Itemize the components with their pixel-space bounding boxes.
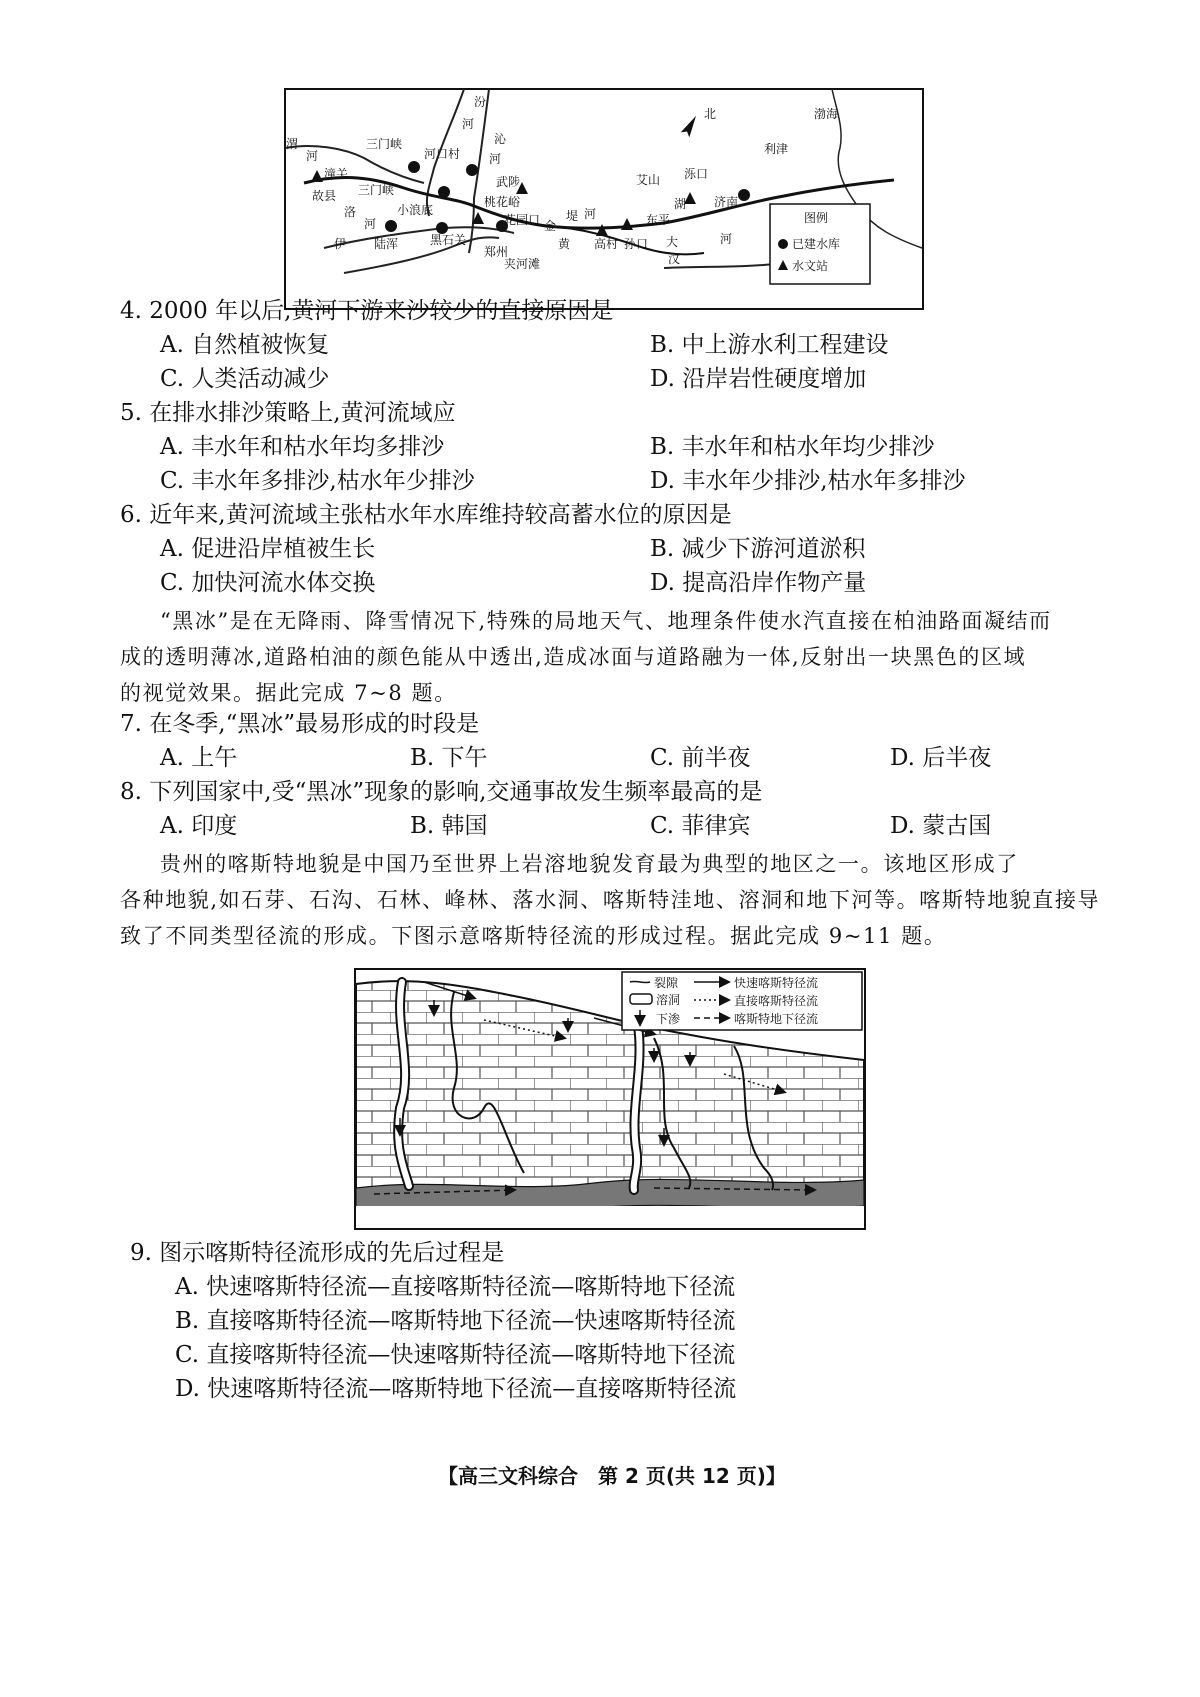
map-label: 河 — [720, 232, 733, 246]
map-label: 渭 — [286, 137, 299, 151]
option: D. 快速喀斯特径流—喀斯特地下径流—直接喀斯特径流 — [175, 1376, 737, 1402]
option: C. 人类活动减少 — [160, 366, 330, 392]
map-label: 利津 — [764, 142, 789, 156]
map-legend — [770, 204, 870, 284]
map-label: 三门峡 — [366, 137, 403, 151]
map-label: 洛 — [344, 205, 357, 219]
option: D. 沿岸岩性硬度增加 — [650, 366, 867, 392]
option: A. 自然植被恢复 — [160, 332, 330, 358]
map-label: 夹河滩 — [504, 257, 541, 271]
legend-title: 图例 — [804, 211, 829, 225]
map-label: 河 — [489, 152, 502, 166]
map-label: 花园口 — [504, 213, 541, 227]
page-footer: 【高三文科综合 第 2 页(共 12 页)】 — [438, 1464, 786, 1488]
map-label: 桃花峪 — [484, 195, 521, 209]
legend-fast: 快速喀斯特径流 — [734, 976, 819, 990]
question-stem: 9. 图示喀斯特径流形成的先后过程是 — [130, 1240, 505, 1266]
map-label: 济南 — [714, 195, 739, 209]
reservoir-xiaolangdi-icon — [438, 186, 450, 198]
option: B. 中上游水利工程建设 — [650, 332, 889, 358]
option: B. 韩国 — [410, 813, 488, 839]
map-label: 潼关 — [324, 167, 349, 181]
karst-runoff-diagram — [354, 968, 866, 1230]
legend-cave: 溶洞 — [656, 993, 681, 1007]
map-label: 汾 — [474, 95, 487, 109]
passage-line: 致了不同类型径流的形成。下图示意喀斯特径流的形成过程。据此完成 9~11 题。 — [120, 924, 947, 948]
map-label: 堤 — [566, 209, 579, 223]
map-label: 大 — [666, 235, 679, 249]
cave-legend-icon — [630, 994, 652, 1004]
passage-line: “黑冰”是在无降雨、降雪情况下,特殊的局地天气、地理条件使水汽直接在柏油路面凝结而 — [160, 609, 1052, 633]
passage-line: 各种地貌,如石芽、石沟、石林、峰林、落水洞、喀斯特洼地、溶洞和地下河等。喀斯特地貌直接导 — [120, 888, 1101, 912]
passage-line: 成的透明薄冰,道路柏油的颜色能从中透出,造成冰面与道路融为一体,反射出一块黑色的区域 — [120, 645, 1027, 669]
reservoir-sanmenxia-icon — [408, 161, 420, 173]
legend-seepage: 下渗 — [656, 1012, 681, 1026]
map-label: 汶 — [668, 252, 681, 266]
map-label: 黑石关 — [430, 233, 467, 247]
map-label: 陆浑 — [374, 237, 399, 251]
legend-reservoir-label: 已建水库 — [792, 237, 841, 251]
option: C. 加快河流水体交换 — [160, 570, 376, 596]
map-label: 金 — [544, 219, 557, 233]
option: A. 丰水年和枯水年均多排沙 — [160, 434, 445, 460]
map-label: 泺口 — [684, 167, 709, 181]
question-stem: 8. 下列国家中,受“黑冰”现象的影响,交通事故发生频率最高的是 — [120, 779, 763, 805]
legend-underground: 喀斯特地下径流 — [734, 1012, 819, 1026]
map-label: 河 — [462, 117, 475, 131]
map-label: 艾山 — [636, 173, 661, 187]
question-stem: 4. 2000 年以后,黄河下游来沙较少的直接原因是 — [120, 298, 614, 324]
map-label: 黄 — [558, 237, 571, 251]
map-label: 小浪底 — [397, 203, 434, 217]
map-label: 三门峡 — [358, 183, 395, 197]
map-label: 伊 — [334, 237, 347, 251]
option: D. 蒙古国 — [890, 813, 992, 839]
reservoir-guxian-icon — [385, 220, 397, 232]
map-label: 高村 — [594, 237, 619, 251]
option: B. 丰水年和枯水年均少排沙 — [650, 434, 935, 460]
option: C. 丰水年多排沙,枯水年少排沙 — [160, 468, 475, 494]
legend-direct: 直接喀斯特径流 — [734, 994, 819, 1008]
map-label: 河 — [306, 149, 319, 163]
map-label: 北 — [704, 107, 717, 121]
map-label: 故县 — [312, 189, 337, 203]
option: B. 直接喀斯特径流—喀斯特地下径流—快速喀斯特径流 — [175, 1308, 736, 1334]
map-label: 河 — [584, 207, 597, 221]
map-label: 渤海 — [814, 107, 839, 121]
map-label: 河 — [364, 217, 377, 231]
option: C. 前半夜 — [650, 745, 751, 771]
map-label: 郑州 — [484, 245, 509, 259]
option: A. 促进沿岸植被生长 — [160, 536, 376, 562]
question-stem: 5. 在排水排沙策略上,黄河流域应 — [120, 400, 456, 426]
option: A. 印度 — [160, 813, 238, 839]
question-stem: 7. 在冬季,“黑冰”最易形成的时段是 — [120, 711, 480, 737]
map-label: 沁 — [494, 132, 507, 146]
option: B. 下午 — [410, 745, 488, 771]
legend-station-label: 水文站 — [792, 259, 829, 273]
passage-line: 的视觉效果。据此完成 7~8 题。 — [120, 681, 457, 705]
map-label: 河口村 — [424, 147, 461, 161]
option: D. 后半夜 — [890, 745, 992, 771]
option: C. 直接喀斯特径流—快速喀斯特径流—喀斯特地下径流 — [175, 1342, 736, 1368]
option: C. 菲律宾 — [650, 813, 751, 839]
legend-fissure: 裂隙 — [654, 976, 679, 990]
map-label: 武陟 — [496, 175, 521, 189]
option: A. 快速喀斯特径流—直接喀斯特径流—喀斯特地下径流 — [175, 1274, 736, 1300]
passage-line: 贵州的喀斯特地貌是中国乃至世界上岩溶地貌发育最为典型的地区之一。该地区形成了 — [160, 852, 1019, 876]
question-stem: 6. 近年来,黄河流域主张枯水年水库维持较高蓄水位的原因是 — [120, 502, 732, 528]
option: B. 减少下游河道淤积 — [650, 536, 866, 562]
reservoir-hekoucun-icon — [466, 164, 478, 176]
reservoir-jinan-icon — [738, 189, 750, 201]
option: D. 提高沿岸作物产量 — [650, 570, 867, 596]
map-label: 东平 — [646, 213, 671, 227]
yellow-river-map — [284, 88, 924, 310]
map-label: 湖 — [674, 197, 687, 211]
legend-reservoir-icon — [778, 239, 788, 249]
option: A. 上午 — [160, 745, 238, 771]
option: D. 丰水年少排沙,枯水年多排沙 — [650, 468, 966, 494]
map-label: 孙口 — [624, 237, 649, 251]
karst-legend — [622, 972, 862, 1030]
